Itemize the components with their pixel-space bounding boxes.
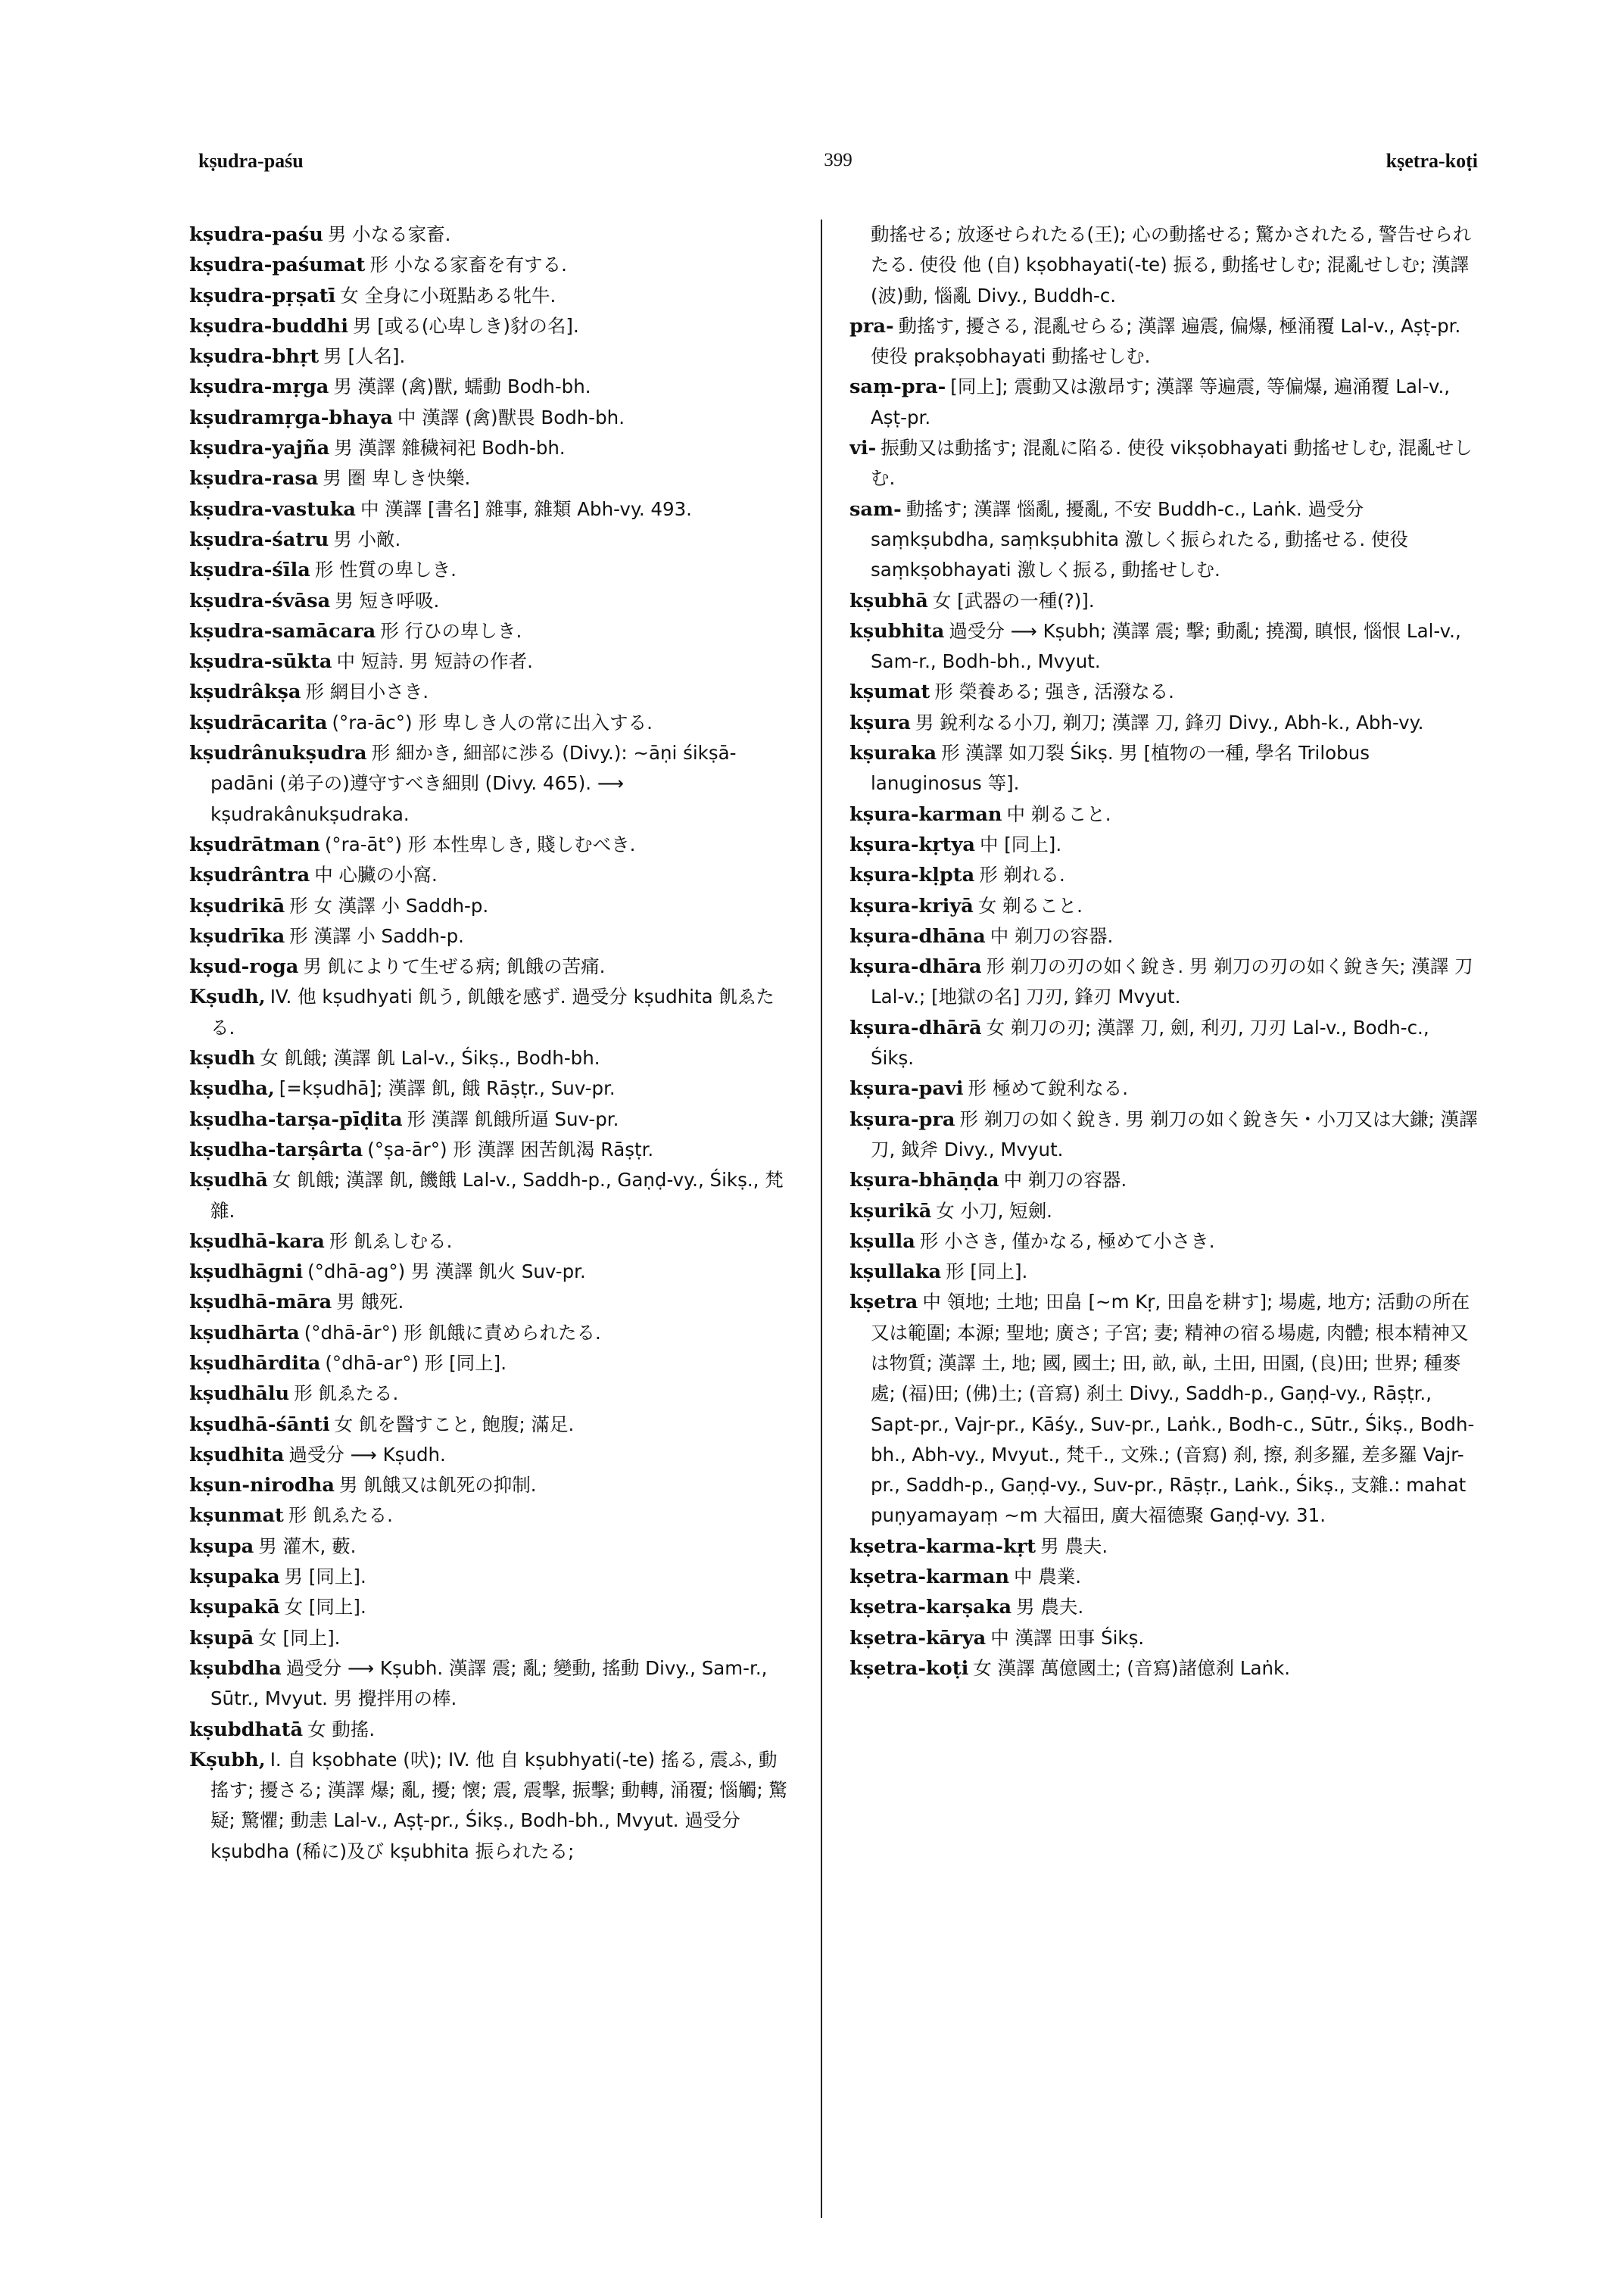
- entry-definition: 女 動搖.: [307, 1718, 376, 1740]
- entry-headword: kṣudra-vastuka: [189, 497, 356, 521]
- entry-headword: kṣura-kḷpta: [849, 864, 975, 887]
- entry-headword: kṣura-pra: [849, 1108, 955, 1131]
- entry-headword: kṣura-pavi: [849, 1077, 964, 1101]
- entry-headword: kṣura-kriyā: [849, 894, 974, 918]
- dictionary-entry: [849, 1196, 1478, 1226]
- entry-headword: kṣudrâkṣa: [189, 681, 301, 704]
- entry-headword: kṣudra-buddhi: [189, 314, 348, 338]
- dictionary-entry: [189, 525, 795, 555]
- entry-definition: 形 漢譯 如刀裂 Śikṣ. 男 [植物の一種, 學名 Trilobus lanuginosus 等].: [871, 742, 1370, 795]
- entry-definition: (°ṣa-ār°) 形 漢譯 困苦飢渴 Rāṣṭr.: [367, 1138, 654, 1161]
- entry-headword: kṣudha,: [189, 1077, 275, 1101]
- dictionary-entry: [189, 372, 795, 402]
- dictionary-entry: [189, 1043, 795, 1073]
- entry-definition: 中 剃ること.: [1006, 802, 1111, 825]
- entry-definition: 男 圏 卑しき快樂.: [323, 467, 471, 490]
- dictionary-entry: [189, 1500, 795, 1531]
- entry-definition: 過受分 ⟶ Kṣubh. 漢譯 震; 亂; 變動, 搖動 Divy., Sam-r., Sūtr., Mvyut. 男 攪拌用の棒.: [210, 1656, 768, 1710]
- dictionary-entry: [189, 341, 795, 372]
- entry-definition: (°dhā-ār°) 形 飢餓に責められたる.: [304, 1321, 601, 1344]
- entry-headword: kṣudhāgni: [189, 1260, 304, 1284]
- entry-headword: Kṣudh,: [189, 986, 266, 1009]
- dictionary-entry: [189, 982, 795, 1043]
- dictionary-entry: [189, 1165, 795, 1226]
- entry-headword: kṣudhārta: [189, 1321, 300, 1344]
- entry-headword: kṣupā: [189, 1626, 254, 1650]
- entry-definition: 男 [同上].: [284, 1566, 366, 1588]
- entry-headword: kṣudrântra: [189, 864, 310, 887]
- entry-headword: kṣudra-pṛṣatī: [189, 284, 336, 307]
- dictionary-entry: [189, 1592, 795, 1622]
- entry-headword: kṣudra-samācara: [189, 619, 376, 643]
- entry-headword: kṣumat: [849, 681, 930, 704]
- entry-headword: saṃ-pra-: [849, 375, 946, 399]
- entry-headword: kṣetra-koṭi: [849, 1656, 969, 1680]
- entry-headword: kṣura: [849, 711, 911, 734]
- dictionary-entry: [189, 1257, 795, 1287]
- entry-definition: 形 [同上].: [946, 1260, 1028, 1283]
- entry-headword: kṣudh: [189, 1047, 256, 1070]
- dictionary-entry: [849, 708, 1478, 738]
- dictionary-entry: [849, 1287, 1478, 1531]
- entry-headword: kṣubhita: [849, 619, 945, 643]
- entry-headword: kṣudhita: [189, 1443, 285, 1466]
- entry-definition: 形 小さき, 僅かなる, 極めて小さき.: [919, 1229, 1215, 1252]
- entry-definition: 形 漢譯 小 Saddh-p.: [289, 924, 464, 947]
- entry-definition: 中 農業.: [1014, 1566, 1082, 1588]
- left-column: [189, 220, 795, 2256]
- dictionary-entry: [849, 1623, 1478, 1653]
- entry-definition: IV. 他 kṣudhyati 飢う, 飢餓を感ず. 過受分 kṣudhita 飢ゑたる.: [210, 986, 775, 1039]
- entry-definition: 振動又は動搖す; 混亂に陷る. 使役 vikṣobhayati 動搖せしむ, 混亂せしむ.: [871, 437, 1473, 490]
- entry-headword: pra-: [849, 314, 894, 338]
- entry-definition: (°dhā-ar°) 形 [同上].: [325, 1351, 507, 1374]
- entry-definition: 中 短詩. 男 短詩の作者.: [336, 650, 533, 673]
- entry-definition: (°dhā-ag°) 男 漢譯 飢火 Suv-pr.: [307, 1260, 586, 1283]
- entry-headword: kṣudrīka: [189, 924, 285, 948]
- dictionary-entry: [189, 1379, 795, 1409]
- entry-definition: 男 飢餓又は飢死の抑制.: [338, 1474, 537, 1497]
- entry-headword: kṣudrikā: [189, 894, 285, 918]
- entry-headword: kṣura-dhāna: [849, 924, 986, 948]
- dictionary-entry: [189, 891, 795, 921]
- entry-headword: kṣudrânukṣudra: [189, 742, 367, 765]
- entry-definition: 男 餓死.: [336, 1291, 404, 1313]
- entry-definition: 中 [同上].: [979, 833, 1062, 855]
- dictionary-entry: [189, 555, 795, 585]
- entry-definition: 男 [或る(心卑しき)豺の名].: [352, 314, 579, 337]
- entry-headword: kṣud-roga: [189, 955, 299, 979]
- entry-definition: 形 剃刀の刃の如く銳き. 男 剃刀の刃の如く銳き矢; 漢譯 刀 Lal-v.; [地獄の名] 刀刃, 鋒刃 Mvyut.: [871, 955, 1473, 1008]
- dictionary-entry: [849, 1562, 1478, 1592]
- entry-definition: 形 剃刀の如く銳き. 男 剃刀の如く銳き矢・小刀又は大鎌; 漢譯 刀, 鉞斧 Divy., Mvyut.: [871, 1108, 1478, 1161]
- entry-definition: 形 飢ゑしむる.: [329, 1229, 453, 1252]
- entry-headword: kṣudra-yajña: [189, 437, 330, 460]
- entry-definition: 男 飢によりて生ぜる病; 飢餓の苦痛.: [303, 955, 606, 978]
- entry-definition: 中 漢譯 [書名] 雜事, 雜類 Abh-vy. 493.: [360, 497, 692, 520]
- dictionary-entry: [189, 1348, 795, 1379]
- dictionary-entry: [849, 1531, 1478, 1562]
- dictionary-entry: [189, 1653, 795, 1715]
- dictionary-entry: [849, 921, 1478, 952]
- dictionary-entry: [189, 586, 795, 616]
- entry-headword: kṣurikā: [849, 1199, 932, 1223]
- dictionary-entry: [189, 1226, 795, 1257]
- entry-definition: 形 剃れる.: [979, 864, 1065, 886]
- entry-headword: kṣudhālu: [189, 1382, 290, 1406]
- entry-headword: kṣudhā-śānti: [189, 1413, 330, 1436]
- entry-definition: 動搖す, 擾さる, 混亂せらる; 漢譯 遍震, 偏爆, 極涌覆 Lal-v., Aṣṭ-pr. 使役 prakṣobhayati 動搖せしむ.: [871, 314, 1461, 368]
- dictionary-entry: [189, 1410, 795, 1440]
- entry-definition: 女 漢譯 萬億國土; (音寫)諸億刹 Laṅk.: [973, 1656, 1290, 1679]
- dictionary-entry: [189, 1287, 795, 1317]
- dictionary-entry: [849, 372, 1478, 433]
- entry-definition: I. 自 kṣobhate (吠); IV. 他 自 kṣubhyati(-te) 搖る, 震ふ, 動搖す; 擾さる; 漢譯 爆; 亂, 擾; 懷; 震, 震擊, 振擊; 動轉, 涌覆; 惱觸; 驚疑; 驚懼; 動恚 Lal-v., Aṣṭ-pr., Śikṣ., Bodh-bh., Mvyut. 過受分 kṣubdha (稀に)及び kṣubhita 振られたる;: [210, 1748, 787, 1862]
- entry-definition: 形 性質の卑しき.: [314, 559, 457, 581]
- dictionary-entry: [189, 311, 795, 341]
- dictionary-entry: [849, 952, 1478, 1013]
- entry-definition: 形 行ひの卑しき.: [380, 619, 522, 642]
- entry-definition: 形 極めて銳利なる.: [968, 1077, 1129, 1100]
- dictionary-entry: [849, 799, 1478, 830]
- dictionary-entry: [849, 1653, 1478, 1684]
- entry-headword: kṣetra-karṣaka: [849, 1596, 1012, 1619]
- entry-headword: kṣupaka: [189, 1566, 280, 1589]
- entry-definition: 女 全身に小斑點ある牝牛.: [340, 284, 556, 307]
- entry-definition: 中 心臟の小窩.: [314, 864, 438, 886]
- entry-definition: 女 [武器の一種(?)].: [932, 589, 1095, 612]
- entry-definition: 男 短き呼吸.: [335, 589, 440, 612]
- entry-headword: kṣura-kṛtya: [849, 833, 975, 856]
- dictionary-entry: [189, 1318, 795, 1348]
- dictionary-entry: [849, 891, 1478, 921]
- dictionary-entry: [189, 860, 795, 890]
- dictionary-entry: [189, 677, 795, 707]
- entry-definition: (°ra-āc°) 形 卑しき人の常に出入する.: [332, 711, 653, 734]
- entry-definition: 形 細かき, 細部に渉る (Divy.): ∼āṇi śikṣā-padāni (弟子の)遵守すべき細則 (Divy. 465). ⟶ kṣudrakânukṣudraka.: [210, 742, 737, 825]
- entry-headword: kṣudra-mṛga: [189, 375, 329, 399]
- dictionary-entry: [849, 1165, 1478, 1195]
- dictionary-entry: [189, 494, 795, 525]
- header-left-guideword: kṣudra-paśu: [198, 150, 304, 172]
- dictionary-entry: [189, 1073, 795, 1104]
- entry-headword: kṣubdhatā: [189, 1718, 304, 1741]
- dictionary-entry: [189, 646, 795, 677]
- dictionary-entry: [189, 1715, 795, 1745]
- entry-headword: kṣun-nirodha: [189, 1474, 335, 1497]
- entry-definition: 形 女 漢譯 小 Saddh-p.: [289, 894, 489, 917]
- dictionary-entry: [849, 433, 1478, 494]
- entry-definition: 男 銳利なる小刀, 剃刀; 漢譯 刀, 鋒刃 Divy., Abh-k., Abh-vy.: [915, 711, 1424, 734]
- entry-definition: 中 漢譯 田事 Śikṣ.: [990, 1626, 1145, 1649]
- dictionary-entry: [189, 830, 795, 860]
- entry-headword: kṣudhārdita: [189, 1351, 321, 1375]
- entry-definition: 形 飢ゑたる.: [294, 1382, 399, 1405]
- dictionary-entry: [849, 220, 1478, 311]
- entry-definition: 中 剃刀の容器.: [1003, 1169, 1127, 1192]
- entry-definition: 男 漢譯 雜穢祠祀 Bodh-bh.: [334, 437, 566, 460]
- entry-definition: 形 小なる家畜を有する.: [369, 254, 567, 276]
- dictionary-entry: [849, 311, 1478, 372]
- dictionary-entry: [849, 860, 1478, 890]
- dictionary-entry: [189, 463, 795, 494]
- entry-definition: 男 農夫.: [1040, 1534, 1108, 1557]
- entry-definition: 男 灌木, 藪.: [258, 1534, 357, 1557]
- entry-headword: kṣudhā: [189, 1169, 268, 1192]
- entry-headword: kṣulla: [849, 1229, 915, 1253]
- entry-headword: kṣubdha: [189, 1656, 282, 1680]
- entry-definition: 中 漢譯 (禽)獸畏 Bodh-bh.: [397, 406, 625, 428]
- entry-headword: kṣudramṛga-bhaya: [189, 406, 393, 429]
- entry-definition: 男 [人名].: [323, 345, 406, 368]
- entry-headword: kṣupa: [189, 1534, 254, 1558]
- dictionary-entry: [189, 220, 795, 250]
- entry-definition: 動搖せる; 放逐せられたる(王); 心の動搖せる; 驚かされたる, 警告せられたる. 使役 他 (自) kṣobhayati(-te) 振る, 動搖せしむ; 混亂せしむ; 漢譯 (波)動, 惱亂 Divy., Buddh-c.: [871, 223, 1472, 307]
- entry-headword: kṣullaka: [849, 1260, 942, 1284]
- entry-definition: 中 剃刀の容器.: [990, 924, 1114, 947]
- dictionary-entry: [189, 1531, 795, 1562]
- entry-definition: [同上]; 震動又は激昂す; 漢譯 等遍震, 等偏爆, 遍涌覆 Lal-v., Aṣṭ-pr.: [871, 375, 1451, 428]
- dictionary-entry: [849, 738, 1478, 799]
- entry-headword: kṣetra-karman: [849, 1566, 1010, 1589]
- entry-definition: 男 小なる家畜.: [327, 223, 451, 245]
- right-column: [849, 220, 1478, 2256]
- entry-definition: 女 飢餓; 漢譯 飢, 饑餓 Lal-v., Saddh-p., Gaṇḍ-vy., Śikṣ., 梵雜.: [210, 1169, 784, 1222]
- dictionary-entry: [849, 1257, 1478, 1287]
- dictionary-entry: [849, 1013, 1478, 1074]
- entry-headword: kṣudra-śatru: [189, 528, 329, 551]
- entry-headword: kṣunmat: [189, 1504, 284, 1528]
- entry-definition: 男 農夫.: [1016, 1596, 1084, 1618]
- entry-headword: kṣudra-bhṛt: [189, 345, 320, 369]
- dictionary-entry: [849, 1104, 1478, 1166]
- entry-headword: kṣetra-kārya: [849, 1626, 987, 1650]
- dictionary-entry: [189, 738, 795, 830]
- entry-headword: vi-: [849, 437, 877, 460]
- entry-definition: 動搖す; 漢譯 惱亂, 擾亂, 不安 Buddh-c., Laṅk. 過受分 saṃkṣubdha, saṃkṣubhita 激しく振られたる, 動搖せる. 使役 saṃkṣobhayati 激しく振る, 動搖せしむ.: [871, 497, 1408, 581]
- entry-headword: kṣudhā-māra: [189, 1291, 332, 1314]
- entry-definition: 形 漢譯 飢餓所逼 Suv-pr.: [407, 1108, 619, 1130]
- entry-headword: kṣudha-tarṣa-pīḍita: [189, 1108, 403, 1131]
- entry-definition: 中 領地; 土地; 田畠 [∼m Kṛ, 田畠を耕す]; 場處, 地方; 活動の所在又は範圍; 本源; 聖地; 廣さ; 子宮; 妻; 精神の宿る場處, 肉體; 根本精神又は物質; 漢譯 土, 地; 國, 國土; 田, 畝, 畒, 土田, 田園, (良)田; 世界; 種麥處; (福)田; (佛)土; (音寫) 刹土 Divy., Saddh-p., Gaṇḍ-vy., Rāṣṭr., Sapt-pr., Vajr-pr., Kāśy., Suv-pr., Laṅk., Bodh-c., Sūtr., Śikṣ., Bodh-bh., Abh-vy., Mvyut., 梵千., 文殊.; (音寫) 刹, 擦, 刹多羅, 差多羅 Vajr-pr., Saddh-p., Gaṇḍ-vy., Suv-pr., Rāṣṭr., Laṅk., Śikṣ., 支雜.: mahat puṇyamayaṃ ∼m 大福田, 廣大福德聚 Gaṇḍ-vy. 31.: [871, 1291, 1475, 1527]
- entry-headword: kṣudhā-kara: [189, 1229, 325, 1253]
- entry-definition: [=kṣudhā]; 漢譯 飢, 餓 Rāṣṭr., Suv-pr.: [279, 1077, 616, 1100]
- entry-definition: 女 [同上].: [284, 1596, 366, 1618]
- entry-definition: 女 飢を醫すこと, 飽腹; 滿足.: [334, 1413, 575, 1435]
- dictionary-entry: [189, 1135, 795, 1165]
- entry-headword: kṣupakā: [189, 1596, 280, 1619]
- entry-definition: 女 小刀, 短劍.: [936, 1199, 1052, 1222]
- entry-definition: 女 [同上].: [258, 1626, 341, 1649]
- entry-headword: kṣudra-śīla: [189, 559, 310, 582]
- column-divider: [821, 220, 822, 2218]
- entry-headword: sam-: [849, 497, 902, 521]
- dictionary-entry: [849, 494, 1478, 586]
- dictionary-entry: [189, 952, 795, 982]
- entry-headword: kṣudha-tarṣârta: [189, 1138, 363, 1161]
- dictionary-entry: [189, 616, 795, 646]
- entry-definition: 形 飢ゑたる.: [288, 1504, 393, 1527]
- entry-definition: (°ra-āt°) 形 本性卑しき, 賤しむべき.: [324, 833, 636, 855]
- entry-headword: kṣura-bhāṇḍa: [849, 1169, 999, 1192]
- dictionary-entry: [189, 1104, 795, 1135]
- entry-definition: 形 榮養ある; 强き, 活潑なる.: [934, 681, 1174, 703]
- dictionary-entry: [849, 830, 1478, 860]
- entry-headword: kṣubhā: [849, 589, 928, 612]
- dictionary-entry: [189, 250, 795, 280]
- entry-headword: kṣudra-rasa: [189, 467, 319, 491]
- entry-headword: kṣetra: [849, 1291, 918, 1314]
- header-right-guideword: kṣetra-koṭi: [1386, 150, 1478, 172]
- dictionary-entry: [849, 1073, 1478, 1104]
- entry-headword: kṣetra-karma-kṛt: [849, 1534, 1036, 1558]
- dictionary-entry: [849, 586, 1478, 616]
- entry-definition: 男 漢譯 (禽)獸, 蠕動 Bodh-bh.: [333, 375, 591, 398]
- entry-definition: 過受分 ⟶ Kṣubh; 漢譯 震; 擊; 動亂; 撓濁, 瞋恨, 惱恨 Lal-v., Sam-r., Bodh-bh., Mvyut.: [871, 619, 1461, 673]
- entry-headword: Kṣubh,: [189, 1748, 266, 1771]
- entry-headword: kṣura-dhārā: [849, 1016, 982, 1039]
- dictionary-entry: [849, 1592, 1478, 1622]
- dictionary-entry: [189, 281, 795, 311]
- dictionary-entry: [849, 677, 1478, 707]
- dictionary-entry: [189, 1623, 795, 1653]
- entry-headword: kṣudra-śvāsa: [189, 589, 331, 612]
- entry-headword: kṣudrācarita: [189, 711, 328, 734]
- entry-headword: kṣudra-paśu: [189, 223, 323, 246]
- dictionary-entry: [189, 403, 795, 433]
- entry-definition: 女 飢餓; 漢譯 飢 Lal-v., Śikṣ., Bodh-bh.: [260, 1047, 600, 1070]
- dictionary-entry: [189, 921, 795, 952]
- entry-definition: 過受分 ⟶ Kṣudh.: [288, 1443, 446, 1466]
- entry-definition: 女 剃ること.: [977, 894, 1083, 917]
- dictionary-entry: [189, 433, 795, 463]
- dictionary-entry: [189, 1562, 795, 1592]
- dictionary-entry: [189, 1440, 795, 1470]
- entry-headword: kṣudra-paśumat: [189, 254, 366, 277]
- entry-definition: 男 小敵.: [333, 528, 401, 550]
- dictionary-entry: [189, 708, 795, 738]
- dictionary-entry: [189, 1470, 795, 1500]
- entry-headword: kṣudrātman: [189, 833, 320, 856]
- entry-headword: kṣura-dhāra: [849, 955, 982, 979]
- entry-headword: kṣudra-sūkta: [189, 650, 332, 674]
- entry-definition: 形 網目小さき.: [305, 681, 429, 703]
- dictionary-entry: [849, 1226, 1478, 1257]
- entry-headword: kṣura-karman: [849, 802, 1002, 826]
- page-number: 399: [824, 150, 853, 170]
- entry-definition: 女 剃刀の刃; 漢譯 刀, 劍, 利刃, 刀刃 Lal-v., Bodh-c., Śikṣ.: [871, 1016, 1429, 1070]
- dictionary-entry: [189, 1745, 795, 1867]
- page-header: [198, 150, 1478, 188]
- dictionary-entry: [849, 616, 1478, 678]
- entry-headword: kṣuraka: [849, 742, 937, 765]
